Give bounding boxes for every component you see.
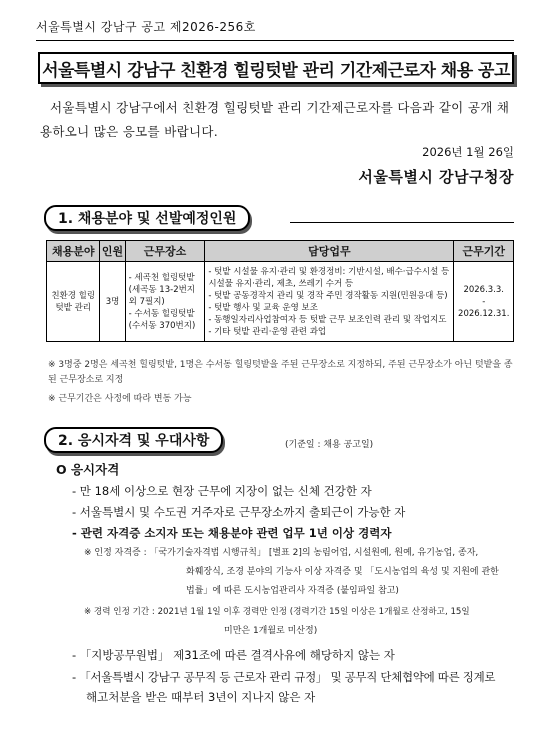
qualification-item: - 서울특별시 및 수도권 거주자로 근무장소까지 출퇴근이 가능한 자 <box>72 505 406 519</box>
qualification-item: - 관련 자격증 소지자 또는 채용분야 관련 업무 1년 이상 경력자 <box>72 526 392 540</box>
disqualification-item: 해고처분을 받은 때부터 3년이 지나지 않은 자 <box>86 690 316 704</box>
location-item: - 수서동 힐링텃밭 (수서동 370번지) <box>128 308 196 331</box>
table-row <box>47 262 514 342</box>
duty-item: - 기타 텃밭 관리·운영 관련 과업 <box>208 326 327 337</box>
certificate-note: 법률」에 따른 도시농업관리사 자격증 (붙임파일 참고) <box>186 586 399 596</box>
issuer: 서울특별시 강남구청장 <box>358 168 514 186</box>
table-header-row <box>47 241 514 262</box>
cell-field: 친환경 힐링텃밭 관리 <box>47 262 100 342</box>
jobs-table <box>46 240 514 342</box>
duty-item: - 텃밭 공동경작지 관리 및 경작 주민 경작활동 지원(민원응대 등) <box>208 290 448 301</box>
header-count: 인원 <box>100 241 125 262</box>
career-note: ※ 경력 인정 기간 : 2021년 1월 1일 이후 경력만 인정 (경력기간 15일 이상은 1개월로 산정하고, 15일 <box>84 607 470 617</box>
qualification-item: - 만 18세 이상으로 현장 근무에 지장이 없는 신체 건강한 자 <box>72 484 372 498</box>
qualification-basis: (기준일 : 채용 공고일) <box>285 440 374 450</box>
certificate-note: 화훼장식, 조경 분야의 기능사 이상 자격증 및 「도시농업의 육성 및 지원에 관한 <box>186 567 499 577</box>
header-period: 근무기간 <box>454 241 514 262</box>
qualification-subheading: O 응시자격 <box>56 462 120 477</box>
duty-item: - 텃밭 시설물 유지·관리 및 환경정비: 기반시설, 배수·급수시설 등 시설물 유지·관리, 제초, 쓰레기 수거 등 <box>208 266 450 289</box>
section-1-note: ※ 3명중 2명은 세곡천 힐링텃밭, 1명은 수서동 힐링텃밭을 주된 근무장소로 지정하되, 주된 근무장소가 아닌 텃밭을 종된 근무장소로 지정 <box>48 360 513 385</box>
section-1-note: ※ 근무기간은 사정에 따라 변동 가능 <box>48 394 192 404</box>
cell-duties <box>205 262 454 342</box>
period-start: 2026.3.3. <box>463 284 504 295</box>
cell-period <box>454 262 514 342</box>
top-rule <box>36 40 514 41</box>
intro-paragraph: 서울특별시 강남구에서 친환경 힐링텃밭 관리 기간제근로자를 다음과 같이 공개 채용하오니 많은 응모를 바랍니다. <box>40 100 510 139</box>
period-end: - 2026.12.31. <box>458 296 510 319</box>
header-location: 근무장소 <box>125 241 205 262</box>
disqualification-item: - 「서울특별시 강남구 공무직 등 근로자 관리 규정」 및 공무직 단체협약에 따른 징계로 <box>72 670 496 684</box>
cell-locations <box>125 262 205 342</box>
duty-item: - 동행일자리사업참여자 등 텃밭 근무 보조인력 관리 및 작업지도 <box>208 314 447 325</box>
disqualification-item: - 「지방공무원법」 제31조에 따른 결격사유에 해당하지 않는 자 <box>72 648 395 662</box>
header-duties: 담당업무 <box>205 241 454 262</box>
header-field: 채용분야 <box>47 241 100 262</box>
section-1-heading: 1. 채용분야 및 선발예정인원 <box>44 205 250 231</box>
duty-item: - 텃밭 행사 및 교육 운영 보조 <box>208 302 318 313</box>
cell-count: 3명 <box>100 262 125 342</box>
notice-number: 서울특별시 강남구 공고 제2026-256호 <box>36 20 256 34</box>
section-2-heading: 2. 응시자격 및 우대사항 <box>44 427 223 453</box>
certificate-note: ※ 인정 자격증 : 「국가기술자격법 시행규칙」 [별표 2]의 농림어업, 시설원예, 원예, 유기농업, 종자, <box>84 548 479 558</box>
location-item: - 세곡천 힐링텃밭 (세곡동 13-2번지 외 7필지) <box>128 272 196 307</box>
section-1-rule <box>290 222 514 223</box>
document-title: 서울특별시 강남구 친환경 힐링텃밭 관리 기간제근로자 채용 공고 <box>38 52 514 84</box>
career-note: 미만은 1개월로 미산정) <box>224 626 318 636</box>
notice-date: 2026년 1월 26일 <box>422 145 514 159</box>
